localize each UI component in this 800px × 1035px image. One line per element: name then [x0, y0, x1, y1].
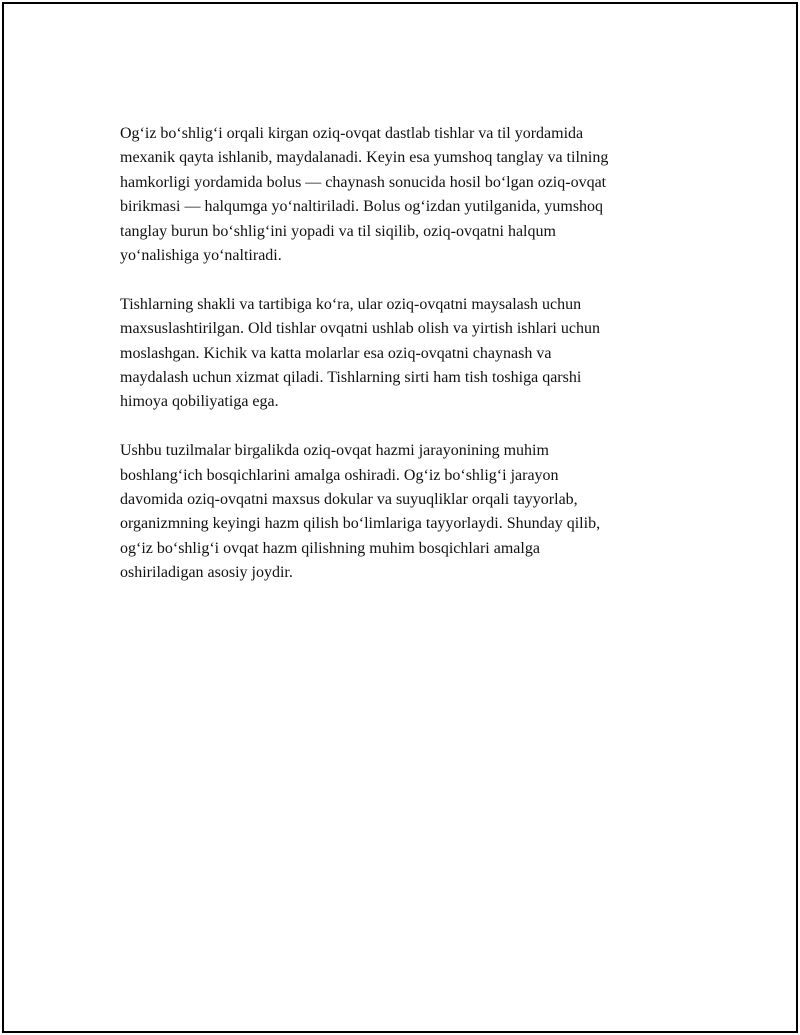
text-line: boshlang‘ich bosqichlarini amalga oshiradi. Og‘iz bo‘shlig‘i jarayon — [120, 466, 559, 484]
text-line: maxsuslashtirilgan. Old tishlar ovqatni ushlab olish va yirtish ishlari uchun — [120, 320, 600, 338]
text-line: himoya qobiliyatiga ega. — [120, 393, 279, 411]
paragraph-2 — [120, 293, 688, 415]
text-line: yo‘nalishiga yo‘naltiradi. — [120, 247, 282, 265]
text-line: birikmasi — halqumga yo‘naltiriladi. Bolus og‘izdan yutilganida, yumshoq — [120, 198, 604, 216]
text-line: mexanik qayta ishlanib, maydalanadi. Keyin esa yumshoq tanglay va tilning — [120, 149, 609, 167]
document-page — [2, 2, 798, 1033]
text-line: maydalash uchun xizmat qiladi. Tishlarning sirti ham tish toshiga qarshi — [120, 369, 582, 387]
text-line: hamkorligi yordamida bolus — chaynash sonucida hosil bo‘lgan oziq-ovqat — [120, 173, 607, 191]
text-line: oshiriladigan asosiy joydir. — [120, 564, 293, 582]
text-line: davomida oziq-ovqatni maxsus dokular va suyuqliklar orqali tayyorlab, — [120, 491, 578, 509]
text-line: Tishlarning shakli va tartibiga ko‘ra, ular oziq-ovqatni maysalash uchun — [120, 295, 582, 313]
text-line: Og‘iz bo‘shlig‘i orqali kirgan oziq-ovqat dastlab tishlar va til yordamida — [120, 125, 584, 142]
text-line: tanglay burun bo‘shlig‘ini yopadi va til siqilib, oziq-ovqatni halqum — [120, 222, 556, 240]
text-line: Ushbu tuzilmalar birgalikda oziq-ovqat hazmi jarayonining muhim — [120, 442, 549, 460]
text-line: organizmning keyingi hazm qilish bo‘limlariga tayyorlaydi. Shunday qilib, — [120, 515, 601, 533]
text-line: moslashgan. Kichik va katta molarlar esa oziq-ovqatni chaynash va — [120, 344, 552, 362]
document-body — [120, 122, 688, 586]
paragraph-1 — [120, 122, 688, 268]
text-line: og‘iz bo‘shlig‘i ovqat hazm qilishning muhim bosqichlari amalga — [120, 539, 540, 557]
paragraph-3 — [120, 439, 688, 585]
